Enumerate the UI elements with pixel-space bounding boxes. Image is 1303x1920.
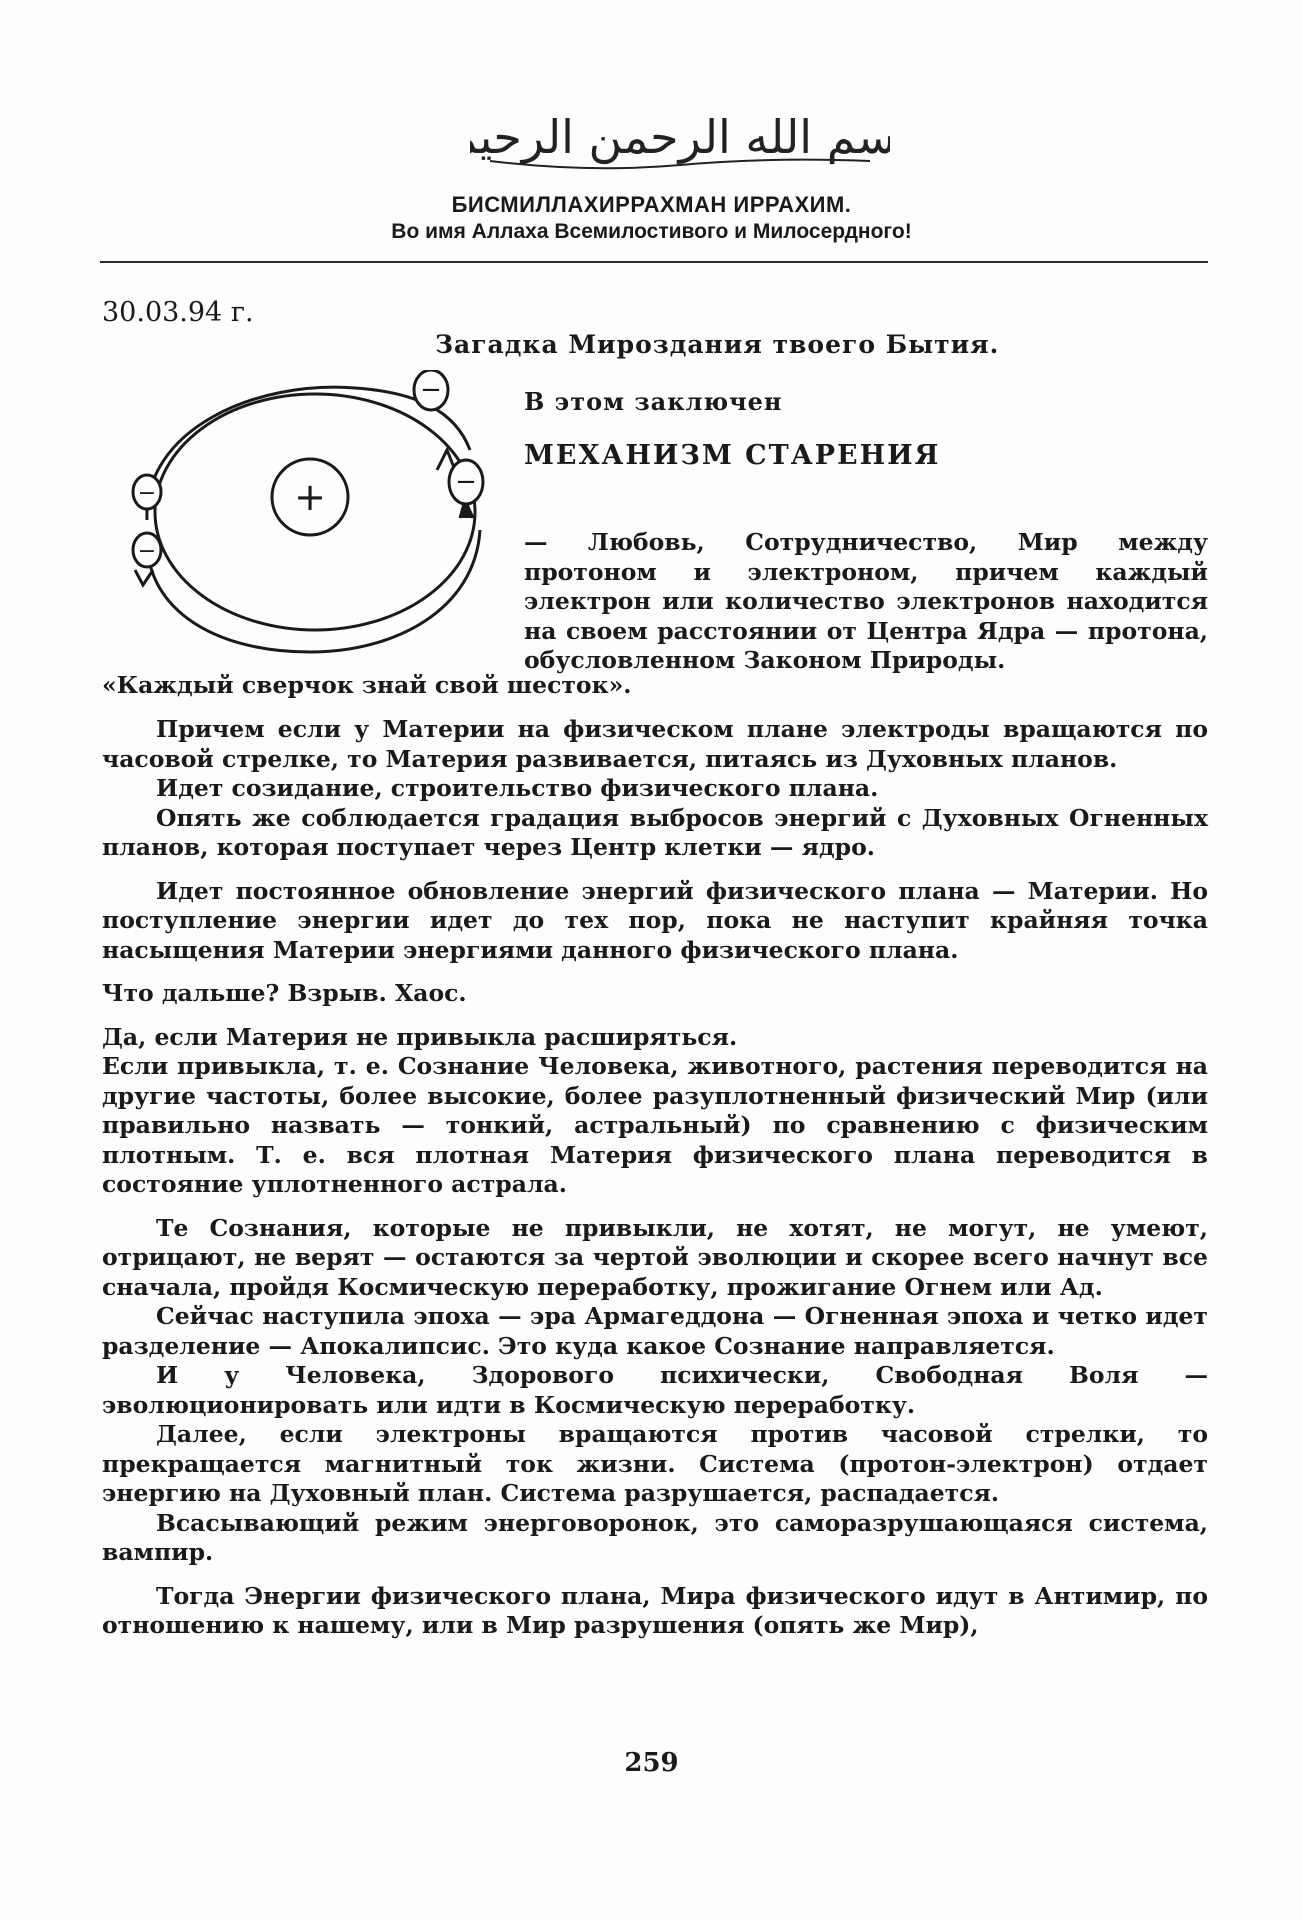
- paragraph: Идет созидание, строительство физического плана.: [156, 774, 879, 802]
- calligraphy-text: بسم الله الرحمن الرحيم: [470, 110, 890, 164]
- intro-paragraph: — Любовь, Сотрудничество, Мир между протоном и электроном, причем каждый электрон или количество электронов находится на своем расстоянии от Центра Ядра — протона, обусловленном Законом Природы.: [524, 528, 1208, 674]
- heading-riddle: Загадка Мироздания твоего Бытия.: [435, 330, 1000, 359]
- paragraph: Идет постоянное обновление энергий физического плана — Материи. Но поступление энергии идет до тех пор, пока не наступит крайняя точка насыщения Материи энергиями данного физического плана.: [102, 876, 1208, 964]
- paragraph: Да, если Материя не привыкла расширяться.: [102, 1022, 738, 1051]
- paragraph: Что дальше? Взрыв. Хаос.: [102, 979, 467, 1007]
- electron-symbol: −: [137, 481, 157, 506]
- paragraph: Если привыкла, т. е. Сознание Человека, животного, растения переводится на другие частоты, более высокие, более разуплотненный физический Мир (или правильно назвать — тонкий, астральный) по сравнению с физическим плотным. Т. е. вся плотная Материя физического плана переводится в состояние уплотненного астрала.: [102, 1052, 1208, 1198]
- calligraphy-svg: [470, 95, 890, 185]
- page-number: 259: [624, 1748, 679, 1778]
- heading-contained: В этом заключен: [524, 387, 783, 416]
- entry-date: 30.03.94 г.: [102, 297, 254, 328]
- main-text: [102, 715, 1208, 1641]
- basmala-title: БИСМИЛЛАХИРРАХМАН ИРРАХИМ.: [451, 192, 852, 217]
- basmala-calligraphy: [470, 95, 890, 185]
- paragraph: Далее, если электроны вращаются против часовой стрелки, то прекращается магнитный ток жизни. Система (протон-электрон) отдает энергию на Духовный план. Система разрушается, распадается.: [102, 1420, 1208, 1507]
- electron-symbol: −: [455, 467, 477, 497]
- heading-mechanism: МЕХАНИЗМ СТАРЕНИЯ: [524, 440, 941, 471]
- proverb: «Каждый сверчок знай свой шесток».: [102, 671, 632, 699]
- electron-symbol: −: [420, 375, 442, 405]
- paragraph: Тогда Энергии физического плана, Мира физического идут в Антимир, по отношению к нашему, или в Мир разрушения (опять же Мир),: [102, 1581, 1208, 1639]
- header-divider: [100, 261, 1208, 263]
- paragraph: Те Сознания, которые не привыкли, не хотят, не могут, не умеют, отрицают, не верят — остаются за чертой эволюции и скорее всего начнут все сначала, пройдя Космическую переработку, прожигание Огнем или Ад.: [102, 1213, 1208, 1301]
- paragraph: Причем если у Материи на физическом плане электроды вращаются по часовой стрелке, то Материя развивается, питаясь из Духовных планов.: [102, 715, 1208, 773]
- atom-diagram: [125, 370, 510, 660]
- atom-svg: [125, 370, 510, 660]
- electron-symbol: −: [137, 539, 157, 564]
- arrow-down-icon: [135, 570, 153, 585]
- paragraph: Всасывающий режим энерговоронок, это саморазрушающаяся система, вампир.: [102, 1508, 1208, 1566]
- paragraph: Опять же соблюдается градация выбросов энергий с Духовных Огненных планов, которая поступает через Центр клетки — ядро.: [102, 803, 1208, 861]
- paragraph: И у Человека, Здорового психически, Свободная Воля — эволюционировать или идти в Космическую переработку.: [102, 1361, 1208, 1419]
- paragraph: Сейчас наступила эпоха — эра Армагеддона — Огненная эпоха и четко идет разделение — Апокалипсис. Это куда какое Сознание направляется.: [102, 1302, 1208, 1360]
- nucleus-plus-symbol: +: [294, 475, 326, 519]
- basmala-subtitle: Во имя Аллаха Всемилостивого и Милосердного!: [391, 220, 912, 243]
